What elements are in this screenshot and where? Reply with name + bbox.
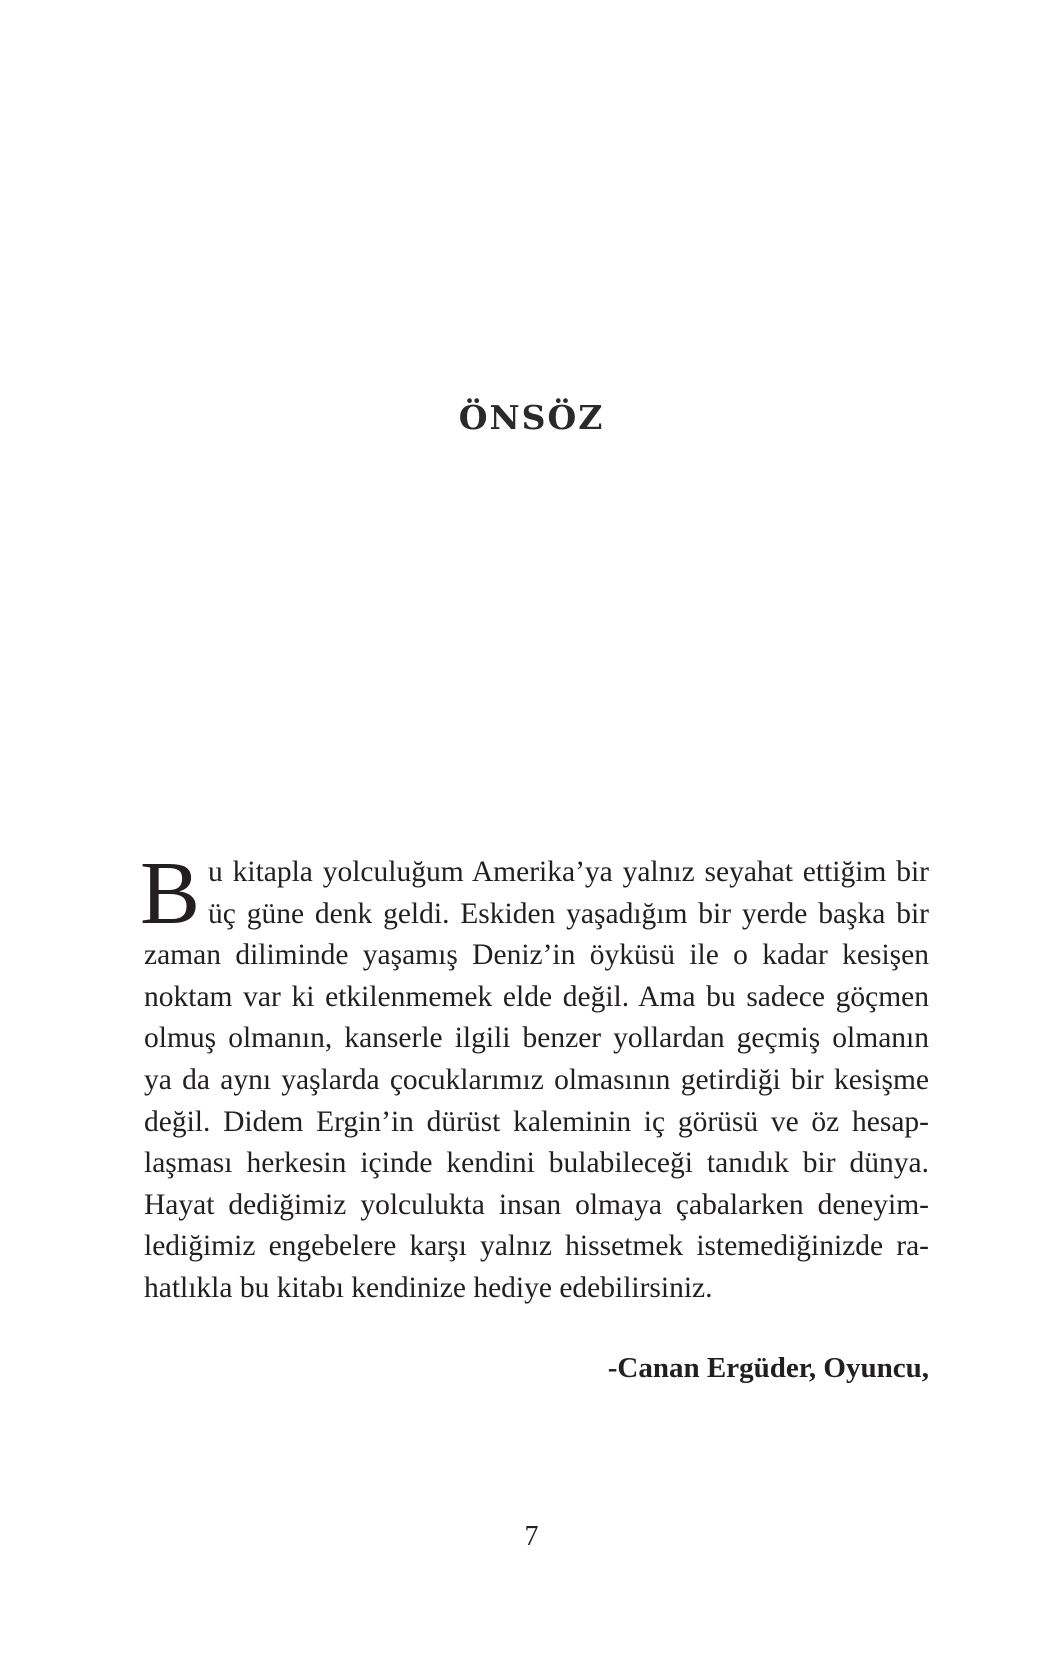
paragraph-line: noktam var ki etkilenmemek elde değil. Ama bu sadece göçmen	[144, 980, 929, 1013]
paragraph-line: Hayat dediğimiz yolculukta insan olmaya çabalarken deneyim-	[144, 1188, 929, 1221]
drop-cap: B	[140, 844, 201, 943]
paragraph-line: hatlıkla bu kitabı kendinize hediye edebilirsiniz.	[144, 1271, 713, 1304]
paragraph-line: ya da aynı yaşlarda çocuklarımız olmasının getirdiği bir kesişme	[144, 1063, 929, 1096]
paragraph-line: lediğimiz engebelere karşı yalnız hissetmek istemediğinizde ra-	[144, 1230, 929, 1263]
page-number: 7	[524, 1521, 539, 1552]
paragraph-line: olmuş olmanın, kanserle ilgili benzer yollardan geçmiş olmanın	[144, 1022, 929, 1055]
paragraph-line: laşması herkesin içinde kendini bulabileceği tanıdık bir dünya.	[144, 1147, 929, 1180]
paragraph-line: zaman diliminde yaşamış Deniz’in öyküsü ile o kadar kesişen	[144, 939, 929, 972]
paragraph-line: u kitapla yolculuğum Amerika’ya yalnız seyahat ettiğim bir	[208, 856, 929, 888]
page-title: ÖNSÖZ	[458, 398, 605, 437]
preface-paragraph	[140, 844, 929, 1310]
author-signature: -Canan Ergüder, Oyuncu,	[607, 1352, 929, 1384]
paragraph-line: değil. Didem Ergin’in dürüst kaleminin iç görüsü ve öz hesap-	[144, 1105, 929, 1138]
paragraph-line: üç güne denk geldi. Eskiden yaşadığım bir yerde başka bir	[208, 897, 929, 930]
